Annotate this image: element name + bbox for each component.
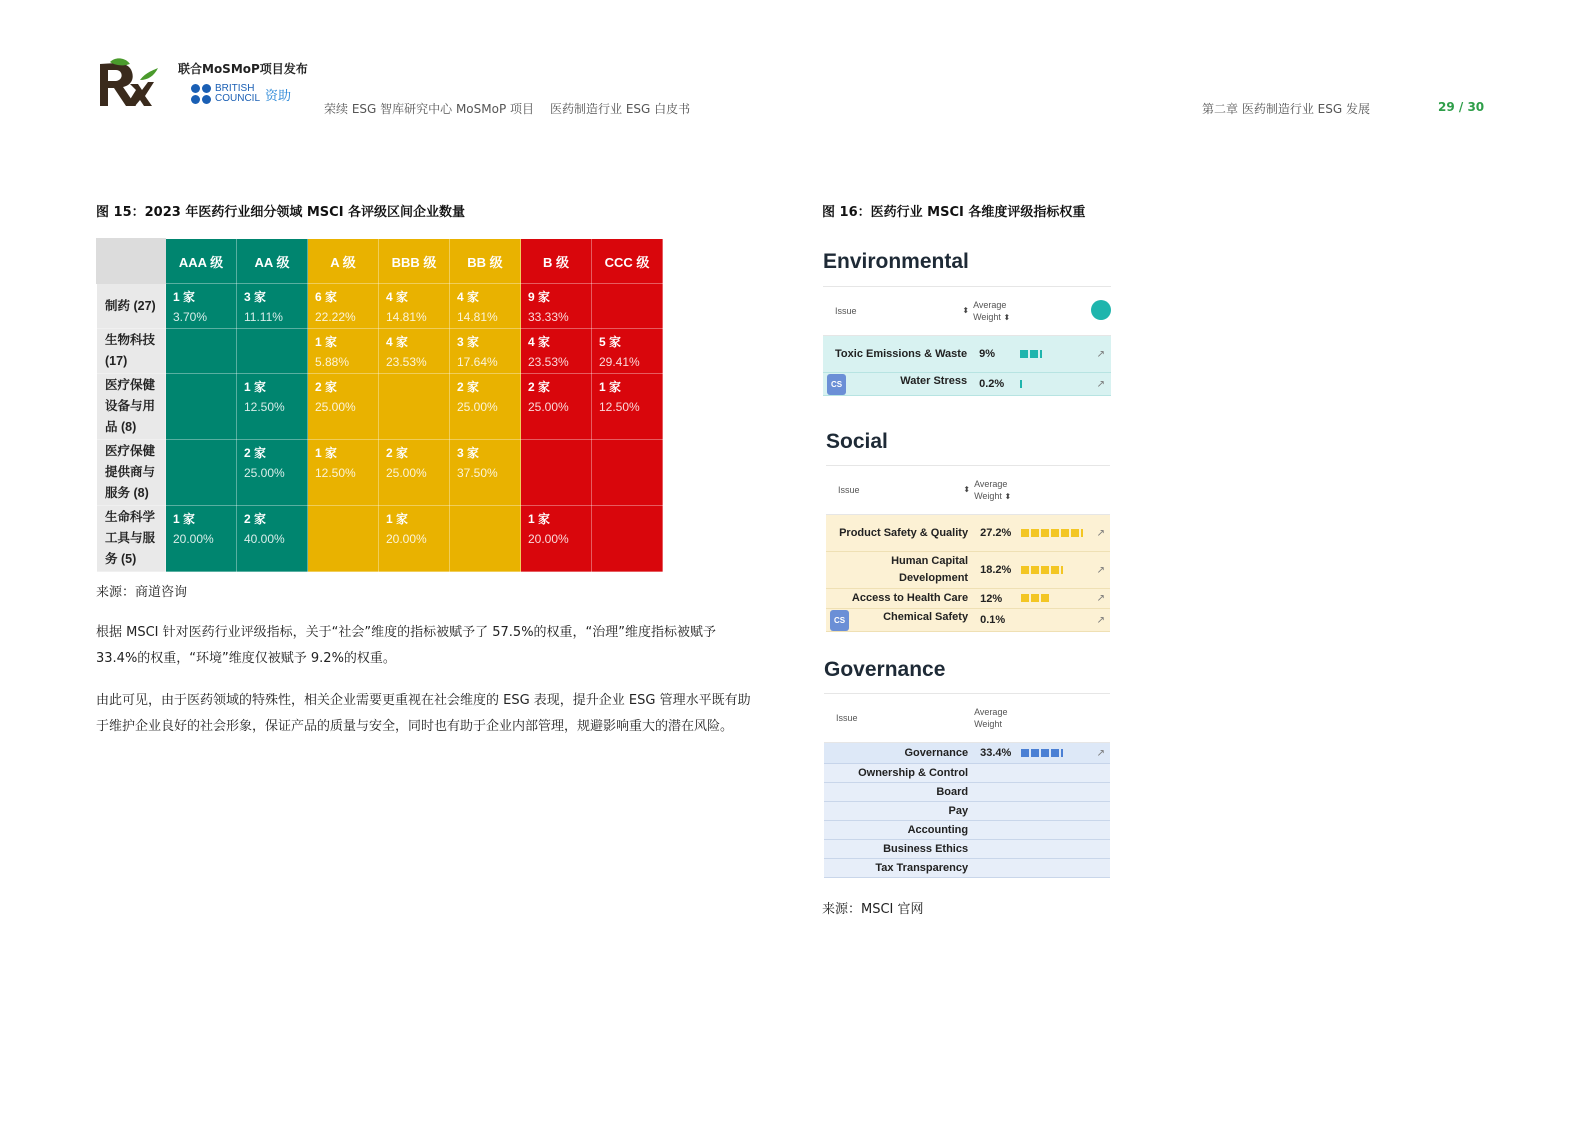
col-header: BB 级 [450, 239, 521, 284]
company-percent: 25.00% [528, 400, 569, 414]
external-link-icon[interactable]: ↗ [1092, 589, 1110, 609]
sort-icon[interactable]: ⬍ [963, 485, 971, 494]
row-label: 生物科技 (17) [97, 329, 166, 374]
sort-icon[interactable]: ⬍ [1003, 312, 1011, 322]
sort-icon[interactable]: ⬍ [962, 306, 970, 315]
weight-bar [1021, 552, 1092, 589]
rx-logo [96, 58, 158, 110]
fig15-source: 来源：商道咨询 [96, 585, 188, 600]
rating-cell [592, 440, 663, 506]
company-percent: 25.00% [315, 400, 356, 414]
company-count: 1 家 [599, 380, 622, 394]
company-count: 2 家 [244, 446, 267, 460]
company-count: 9 家 [528, 290, 551, 304]
weight-col-label-2: Weight [974, 719, 1002, 729]
col-header: AA 级 [237, 239, 308, 284]
table-row [97, 440, 663, 506]
company-count: 3 家 [457, 446, 480, 460]
company-percent: 20.00% [528, 532, 569, 546]
company-count: 1 家 [528, 512, 551, 526]
rating-cell [308, 506, 379, 572]
page-number: 29 / 30 [1438, 100, 1485, 114]
table-row [97, 374, 663, 440]
external-link-icon[interactable]: ↗ [1092, 609, 1110, 632]
rating-cell [450, 329, 521, 374]
rating-cell [166, 284, 237, 329]
rating-cell [308, 440, 379, 506]
rating-cell [379, 506, 450, 572]
col-header: CCC 级 [592, 239, 663, 284]
issue-col-label: Issue [824, 694, 974, 743]
weight-value: 9% [973, 336, 1020, 373]
rating-cell [450, 506, 521, 572]
company-count: 4 家 [457, 290, 480, 304]
header-project: 荣续 ESG 智库研究中心 MoSMoP 项目 [324, 102, 535, 116]
rating-cell [379, 329, 450, 374]
rating-cell [237, 440, 308, 506]
rating-cell [237, 284, 308, 329]
row-label: 制药 (27) [97, 284, 166, 329]
rating-cell [521, 329, 592, 374]
governance-table [824, 693, 1110, 878]
company-percent: 37.50% [457, 466, 498, 480]
british-council-logo [191, 84, 291, 104]
row-label: 医疗保健提供商与服务 (8) [97, 440, 166, 506]
status-dot-icon [1091, 300, 1111, 320]
external-link-icon[interactable]: ↗ [1092, 743, 1110, 764]
company-count: 2 家 [528, 380, 551, 394]
british-council-dots-icon [191, 84, 211, 104]
rating-cell [521, 440, 592, 506]
company-percent: 17.64% [457, 355, 498, 369]
bc-line1: BRITISH [215, 83, 255, 94]
row-label: 生命科学工具与服务 (5) [97, 506, 166, 572]
rating-cell [308, 374, 379, 440]
msci-rating-table [96, 238, 663, 572]
rating-cell [237, 329, 308, 374]
company-count: 3 家 [244, 290, 267, 304]
company-percent: 20.00% [386, 532, 427, 546]
company-percent: 5.88% [315, 355, 350, 369]
bc-line2: COUNCIL [215, 93, 261, 104]
issue-pay: Pay [824, 802, 974, 821]
issue-chemical-safety: Chemical Safety [883, 611, 969, 623]
weight-value: 12% [974, 589, 1021, 609]
issue-tax-transparency: Tax Transparency [824, 859, 974, 878]
environmental-table [823, 286, 1111, 396]
company-percent: 12.50% [244, 400, 285, 414]
rating-cell [166, 329, 237, 374]
rating-cell [166, 440, 237, 506]
fig16-title: 图 16：医药行业 MSCI 各维度评级指标权重 [822, 205, 1086, 220]
col-header: B 级 [521, 239, 592, 284]
company-percent: 25.00% [244, 466, 285, 480]
company-percent: 20.00% [173, 532, 214, 546]
weight-col-label: Average [974, 707, 1008, 717]
paragraph-1: 根据 MSCI 针对医药行业评级指标，关于“社会”维度的指标被赋予了 57.5%的权重，“治理”维度指标被赋予 33.4%的权重，“环境”维度仅被赋予 9.2%的权重。 [96, 625, 717, 666]
weight-col-label-2: Weight [974, 490, 1002, 501]
company-percent: 12.50% [315, 466, 356, 480]
external-link-icon[interactable]: ↗ [1092, 552, 1110, 589]
company-count: 3 家 [457, 335, 480, 349]
company-percent: 14.81% [457, 310, 498, 324]
company-count: 4 家 [528, 335, 551, 349]
col-header: BBB 级 [379, 239, 450, 284]
rating-cell [592, 374, 663, 440]
company-percent: 11.11% [244, 310, 283, 324]
sort-icon[interactable]: ⬍ [1004, 491, 1012, 501]
company-percent: 40.00% [244, 532, 285, 546]
header-doc-title: 医药制造行业 ESG 白皮书 [550, 102, 691, 116]
paragraph-2: 由此可见，由于医药领域的特殊性，相关企业需要更重视在社会维度的 ESG 表现，提升企业 ESG 管理水平既有助于维护企业良好的社会形象，保证产品的质量与安全，同时也有助于企业内部管理，规避影响重大的潜在风险。 [96, 693, 751, 734]
rating-cell [592, 329, 663, 374]
company-count: 2 家 [457, 380, 480, 394]
company-count: 2 家 [244, 512, 267, 526]
rating-cell [521, 374, 592, 440]
row-label: 医疗保健设备与用品 (8) [97, 374, 166, 440]
company-count: 4 家 [386, 290, 409, 304]
company-percent: 33.33% [528, 310, 569, 324]
rating-cell [308, 284, 379, 329]
rating-cell [592, 506, 663, 572]
issue-human-capital: Human Capital Development [826, 552, 974, 589]
rating-cell [450, 440, 521, 506]
rating-cell [166, 506, 237, 572]
header-chapter: 第二章 医药制造行业 ESG 发展 [1202, 102, 1370, 116]
issue-col-label: Issue [835, 306, 857, 316]
weight-bar [1021, 515, 1092, 552]
weight-bar [1021, 743, 1092, 764]
company-percent: 25.00% [457, 400, 498, 414]
issue-toxic-emissions: Toxic Emissions & Waste [823, 336, 973, 373]
issue-governance: Governance [824, 743, 974, 764]
company-count: 1 家 [315, 446, 338, 460]
rating-cell [379, 440, 450, 506]
issue-ownership-control: Ownership & Control [824, 764, 974, 783]
rating-cell [521, 284, 592, 329]
rating-cell [450, 284, 521, 329]
issue-col-label: Issue [838, 485, 860, 495]
rating-cell [166, 374, 237, 440]
col-header: AAA 级 [166, 239, 237, 284]
publisher-label: 联合MoSMoP项目发布 [178, 62, 308, 76]
company-percent: 23.53% [386, 355, 427, 369]
company-count: 1 家 [173, 512, 196, 526]
fig15-title: 图 15：2023 年医药行业细分领域 MSCI 各评级区间企业数量 [96, 205, 466, 220]
weight-bar [1020, 373, 1091, 396]
fig16-source: 来源：MSCI 官网 [822, 902, 924, 917]
weight-col-label-2: Weight [973, 311, 1001, 322]
company-count: 4 家 [386, 335, 409, 349]
weight-bar [1020, 336, 1091, 373]
weight-value: 27.2% [974, 515, 1021, 552]
company-percent: 22.22% [315, 310, 356, 324]
table-row [97, 506, 663, 572]
rating-cell [379, 374, 450, 440]
issue-water-stress: Water Stress [900, 375, 968, 387]
issue-accounting: Accounting [824, 821, 974, 840]
table-row [97, 284, 663, 329]
rating-cell [521, 506, 592, 572]
company-count: 1 家 [244, 380, 267, 394]
environmental-title: Environmental [823, 250, 969, 273]
company-percent: 14.81% [386, 310, 427, 324]
rating-cell [592, 284, 663, 329]
weight-value: 0.2% [973, 373, 1020, 396]
issue-business-ethics: Business Ethics [824, 840, 974, 859]
weight-value: 0.1% [974, 609, 1021, 632]
company-percent: 12.50% [599, 400, 640, 414]
company-count: 6 家 [315, 290, 338, 304]
weight-col-label: Average [974, 478, 1008, 489]
social-table [826, 465, 1110, 632]
company-percent: 23.53% [528, 355, 569, 369]
external-link-icon[interactable]: ↗ [1092, 515, 1110, 552]
rating-cell [237, 374, 308, 440]
rating-cell [308, 329, 379, 374]
table-row [97, 329, 663, 374]
cs-badge: CS [830, 610, 849, 631]
cs-badge: CS [827, 374, 846, 395]
company-count: 1 家 [315, 335, 338, 349]
rating-cell [237, 506, 308, 572]
table-corner [97, 239, 166, 284]
company-count: 2 家 [315, 380, 338, 394]
weight-bar [1021, 609, 1092, 632]
company-percent: 29.41% [599, 355, 640, 369]
company-count: 1 家 [386, 512, 409, 526]
company-count: 5 家 [599, 335, 622, 349]
external-link-icon[interactable]: ↗ [1091, 336, 1111, 373]
company-count: 1 家 [173, 290, 196, 304]
weight-bar [1021, 589, 1092, 609]
weight-col-label: Average [973, 299, 1007, 310]
governance-title: Governance [824, 658, 946, 681]
rating-cell [379, 284, 450, 329]
social-title: Social [826, 430, 888, 453]
company-count: 2 家 [386, 446, 409, 460]
bc-funding: 资助 [265, 88, 292, 104]
company-percent: 3.70% [173, 310, 208, 324]
issue-product-safety: Product Safety & Quality [826, 515, 974, 552]
company-percent: 25.00% [386, 466, 427, 480]
weight-value: 18.2% [974, 552, 1021, 589]
col-header: A 级 [308, 239, 379, 284]
external-link-icon[interactable]: ↗ [1091, 373, 1111, 396]
weight-value: 33.4% [974, 743, 1021, 764]
rating-cell [450, 374, 521, 440]
issue-access-health-care: Access to Health Care [826, 589, 974, 609]
issue-board: Board [824, 783, 974, 802]
